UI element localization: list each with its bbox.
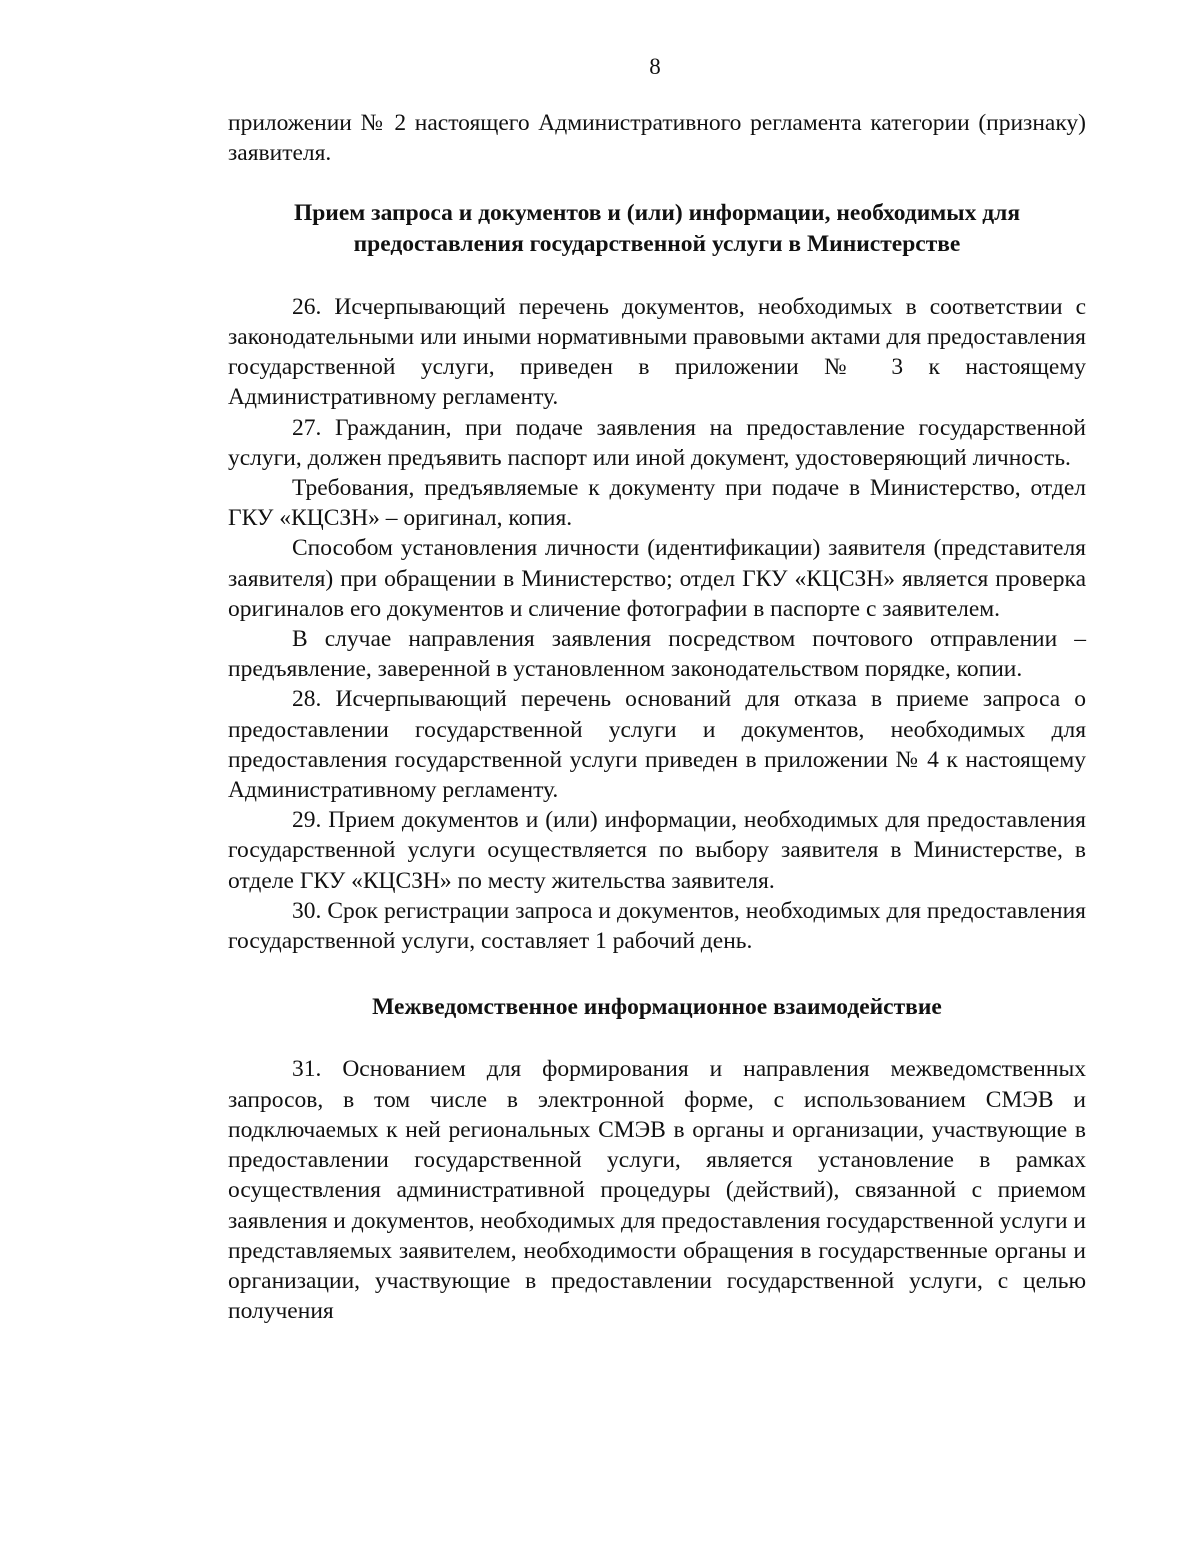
paragraph-27-identification: Способом установления личности (идентификации) заявителя (представителя заявителя) при обращении в Министерство; отдел ГКУ «КЦСЗН» является проверка оригиналов его документов и сличение фотографии в паспорте с заявителем.	[228, 535, 1086, 622]
paragraph-29: 29. Прием документов и (или) информации, необходимых для предоставления государственной услуги осуществляется по выбору заявителя в Министерстве, в отделе ГКУ «КЦСЗН» по месту жительства заявителя.	[228, 807, 1086, 894]
paragraph-28: 28. Исчерпывающий перечень оснований для отказа в приеме запроса о предоставлении государственной услуги и документов, необходимых для предоставления государственной услуги приведен в приложении № 4 к настоящему Административному регламенту.	[228, 686, 1086, 804]
section-heading-reception: Прием запроса и документов и (или) информации, необходимых для предоставления государственной услуги в Министерстве	[293, 200, 1021, 257]
document-body	[228, 108, 1086, 1326]
page-number: 8	[649, 54, 661, 79]
paragraph-27-postal: В случае направления заявления посредством почтового отправлении – предъявление, заверенной в установленном законодательством порядке, копии.	[228, 626, 1086, 683]
paragraph-27: 27. Гражданин, при подаче заявления на предоставление государственной услуги, должен предъявить паспорт или иной документ, удостоверяющий личность.	[228, 414, 1086, 471]
paragraph-30: 30. Срок регистрации запроса и документов, необходимых для предоставления государственной услуги, составляет 1 рабочий день.	[228, 897, 1086, 955]
section-heading-interagency: Межведомственное информационное взаимодействие	[372, 994, 942, 1021]
intro-paragraph: приложении № 2 настоящего Административного регламента категории (признаку) заявителя.	[228, 110, 1086, 167]
paragraph-26: 26. Исчерпывающий перечень документов, необходимых в соответствии с законодательными или иными нормативными правовыми актами для предоставления государственной услуги, приведен в приложении № 3 к настоящему Административному регламенту.	[228, 293, 1086, 411]
paragraph-31: 31. Основанием для формирования и направления межведомственных запросов, в том числе в электронной форме, с использованием СМЭВ и подключаемых к ней региональных СМЭВ в органы и организации, участвующие в предоставлении государственной услуги, является установление в рамках осуществления административной процедуры (действий), связанной с приемом заявления и документов, необходимых для предоставления государственной услуги и представляемых заявителем, необходимости обращения в государственные органы и организации, участвующие в предоставлении государственной услуги, с целью получения	[228, 1056, 1086, 1325]
paragraph-27-requirements: Требования, предъявляемые к документу при подаче в Министерство, отдел ГКУ «КЦСЗН» – оригинал, копия.	[228, 475, 1086, 532]
